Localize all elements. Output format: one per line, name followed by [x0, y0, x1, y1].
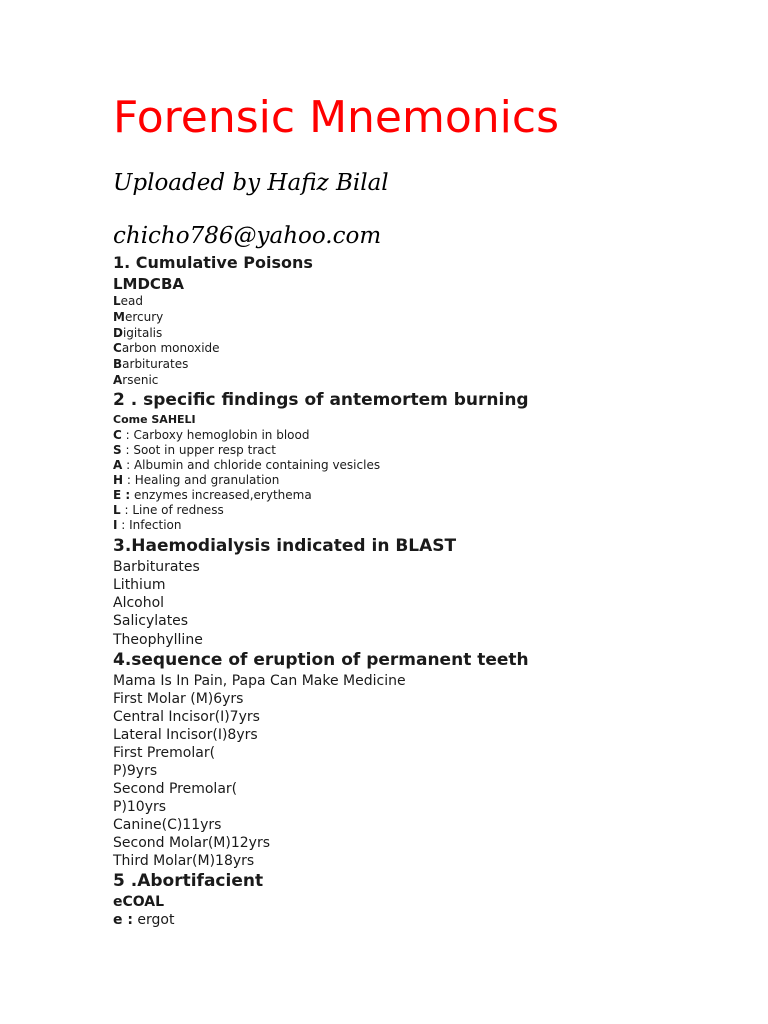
item-letter: C — [113, 341, 122, 356]
list-item: Salicylates — [113, 613, 189, 630]
section-teeth-eruption — [113, 649, 753, 870]
mnemonics-content — [113, 251, 753, 929]
list-item: Barbiturates — [113, 558, 200, 575]
item-text: arbon monoxide — [121, 341, 220, 356]
item-text: : Healing and granulation — [123, 472, 280, 487]
item-letter: L — [113, 502, 121, 517]
list-item: Second Premolar( — [113, 780, 238, 797]
list-item — [113, 294, 753, 310]
item-text: ergot — [132, 911, 175, 928]
list-item — [113, 326, 753, 342]
item-letter: A — [113, 457, 123, 472]
uploader-email: chicho786@yahoo.com — [113, 223, 382, 249]
section-abortifacient — [113, 870, 753, 929]
list-item: Central Incisor(I)7yrs — [113, 708, 260, 725]
item-letter: E : — [113, 487, 131, 502]
list-item: P)10yrs — [113, 798, 167, 815]
item-text: arbiturates — [122, 357, 189, 372]
list-item — [113, 341, 753, 357]
section-mnemonic: Come SAHELI — [113, 412, 196, 426]
list-item: First Premolar( — [113, 744, 216, 761]
list-item: Canine(C)11yrs — [113, 816, 222, 833]
list-item — [113, 373, 753, 389]
section-haemodialysis — [113, 535, 753, 649]
list-item: Lateral Incisor(I)8yrs — [113, 726, 258, 743]
list-item: Lithium — [113, 576, 166, 593]
section-heading: 3.Haemodialysis indicated in BLAST — [113, 535, 457, 556]
item-letter: D — [113, 325, 123, 340]
item-text: rsenic — [122, 372, 159, 387]
list-item: Mama Is In Pain, Papa Can Make Medicine — [113, 672, 406, 689]
item-letter: L — [113, 294, 121, 308]
list-item — [113, 458, 753, 473]
uploader-line: Uploaded by Hafiz Bilal — [113, 170, 389, 196]
item-text: : Albumin and chloride containing vesicles — [122, 457, 381, 472]
item-letter: H — [113, 472, 124, 487]
list-item — [113, 357, 753, 373]
section-heading: 1. Cumulative Poisons — [113, 253, 313, 272]
item-letter: S — [113, 442, 122, 457]
item-letter: M — [113, 309, 125, 324]
item-text: : Soot in upper resp tract — [121, 442, 276, 457]
section-antemortem-burning — [113, 389, 753, 533]
item-text: igitalis — [122, 325, 163, 340]
section-heading: 2 . specific findings of antemortem burning — [113, 389, 529, 410]
item-text: enzymes increased,erythema — [130, 487, 312, 502]
item-text: ead — [120, 294, 144, 308]
list-item: Third Molar(M)18yrs — [113, 852, 255, 869]
list-item: P)9yrs — [113, 762, 158, 779]
item-letter: B — [113, 357, 123, 372]
list-item — [113, 488, 753, 503]
list-item: First Molar (M)6yrs — [113, 690, 244, 707]
section-heading: 5 .Abortifacient — [113, 870, 264, 891]
section-mnemonic: eCOAL — [113, 893, 165, 910]
list-item: Theophylline — [113, 631, 203, 648]
section-heading: 4.sequence of eruption of permanent teeth — [113, 649, 529, 670]
list-item: Second Molar(M)12yrs — [113, 834, 270, 851]
list-item — [113, 473, 753, 488]
list-item — [113, 911, 753, 929]
document-title: Forensic Mnemonics — [113, 92, 559, 143]
list-item — [113, 310, 753, 326]
list-item: Alcohol — [113, 595, 165, 612]
section-cumulative-poisons — [113, 251, 753, 389]
list-item — [113, 443, 753, 458]
list-item — [113, 503, 753, 518]
item-letter: e : — [113, 911, 133, 928]
item-text: ercury — [124, 309, 164, 324]
list-item — [113, 428, 753, 443]
item-letter: C — [113, 427, 122, 442]
item-text: : Carboxy hemoglobin in blood — [121, 427, 310, 442]
item-letter: I — [113, 517, 118, 532]
item-text: : Infection — [117, 517, 182, 532]
section-mnemonic: LMDCBA — [113, 275, 184, 293]
list-item — [113, 518, 753, 533]
item-letter: A — [113, 372, 123, 387]
item-text: : Line of redness — [120, 502, 224, 517]
